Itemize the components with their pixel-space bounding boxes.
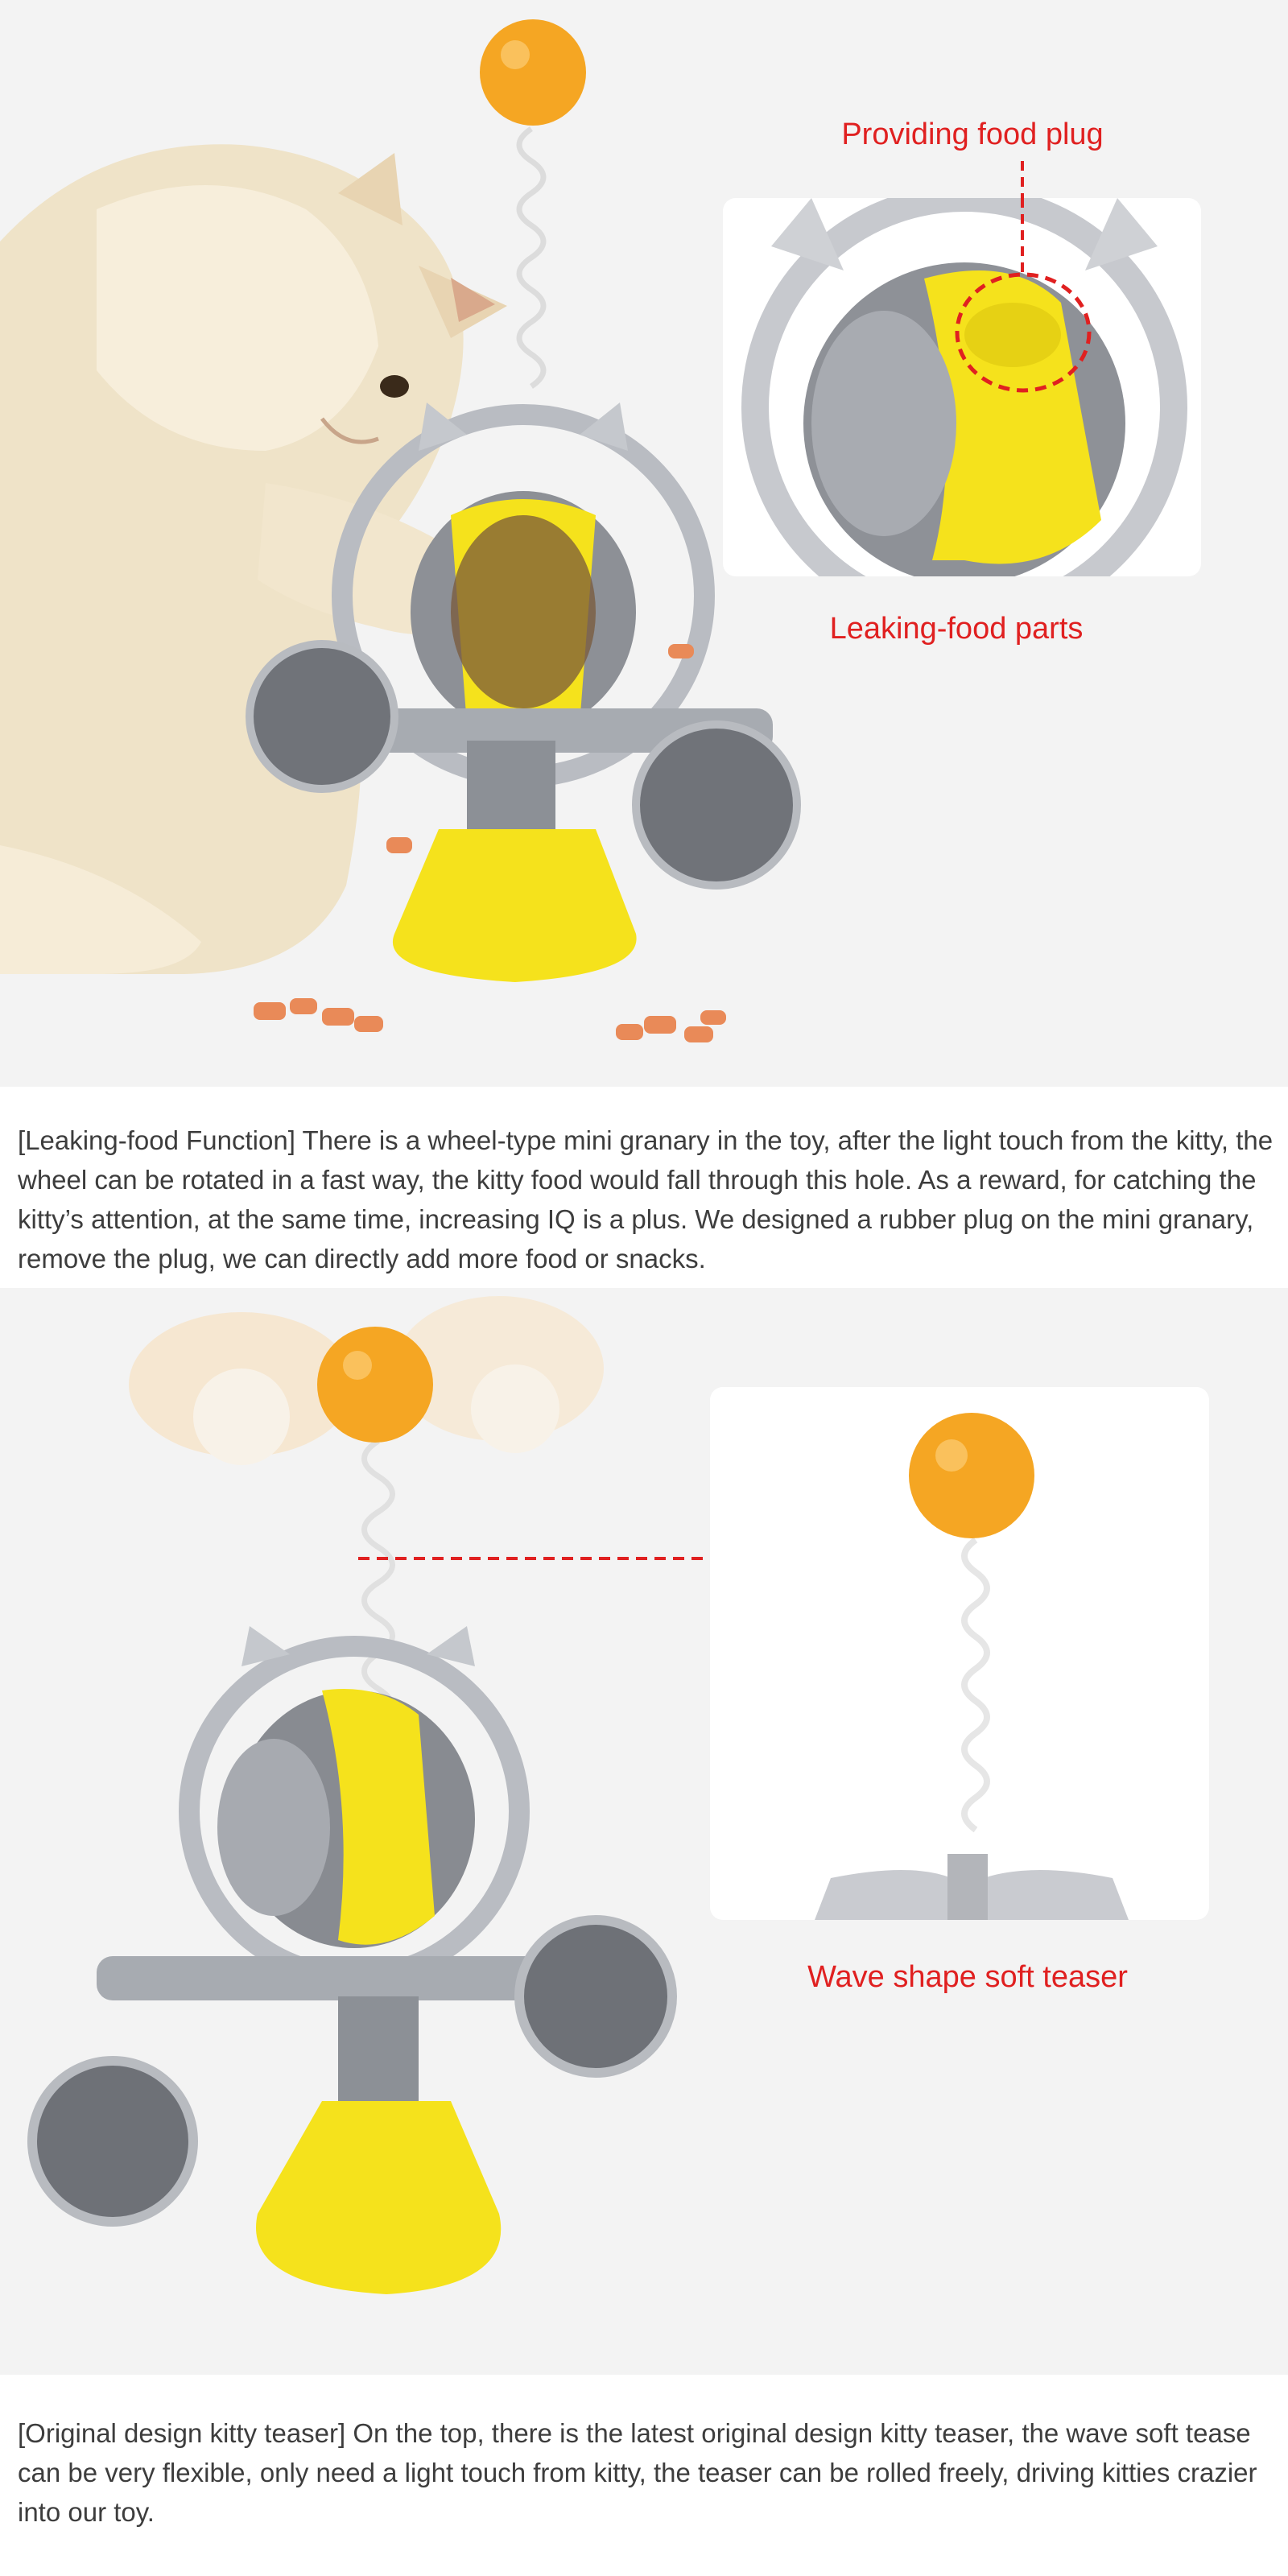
inset-teaser	[710, 1387, 1209, 1920]
caption-leaking-food-function: [Leaking-food Function] There is a wheel-type mini granary in the toy, after the light touch from the kitty, the wheel can be rotated in a fast way, the kitty food would fall through this hole. As a reward, for catching the kitty’s attention, at the same time, increasing IQ is a plus. We designed a rubber plug on the mini granary, remove the plug, we can directly add more food or snacks.	[18, 1125, 1274, 1274]
product-photo-panel-1	[0, 0, 1288, 1087]
teaser-closeup	[710, 1387, 1209, 1920]
label-wave-shape-soft-teaser: Wave shape soft teaser	[807, 1960, 1128, 1994]
inset-food-plug	[723, 198, 1201, 576]
label-leaking-food-parts: Leaking-food parts	[829, 612, 1084, 646]
product-photo-panel-2	[0, 1288, 1288, 2375]
label-providing-food-plug: Providing food plug	[841, 118, 1104, 151]
caption-original-design-kitty-teaser: [Original design kitty teaser] On the top, there is the latest original design kitty teaser, the wave soft tease can be very flexible, only need a light touch from kitty, the teaser can be rolled freely, driving kitties crazier into our toy.	[18, 2418, 1257, 2527]
granary-closeup	[723, 198, 1201, 576]
